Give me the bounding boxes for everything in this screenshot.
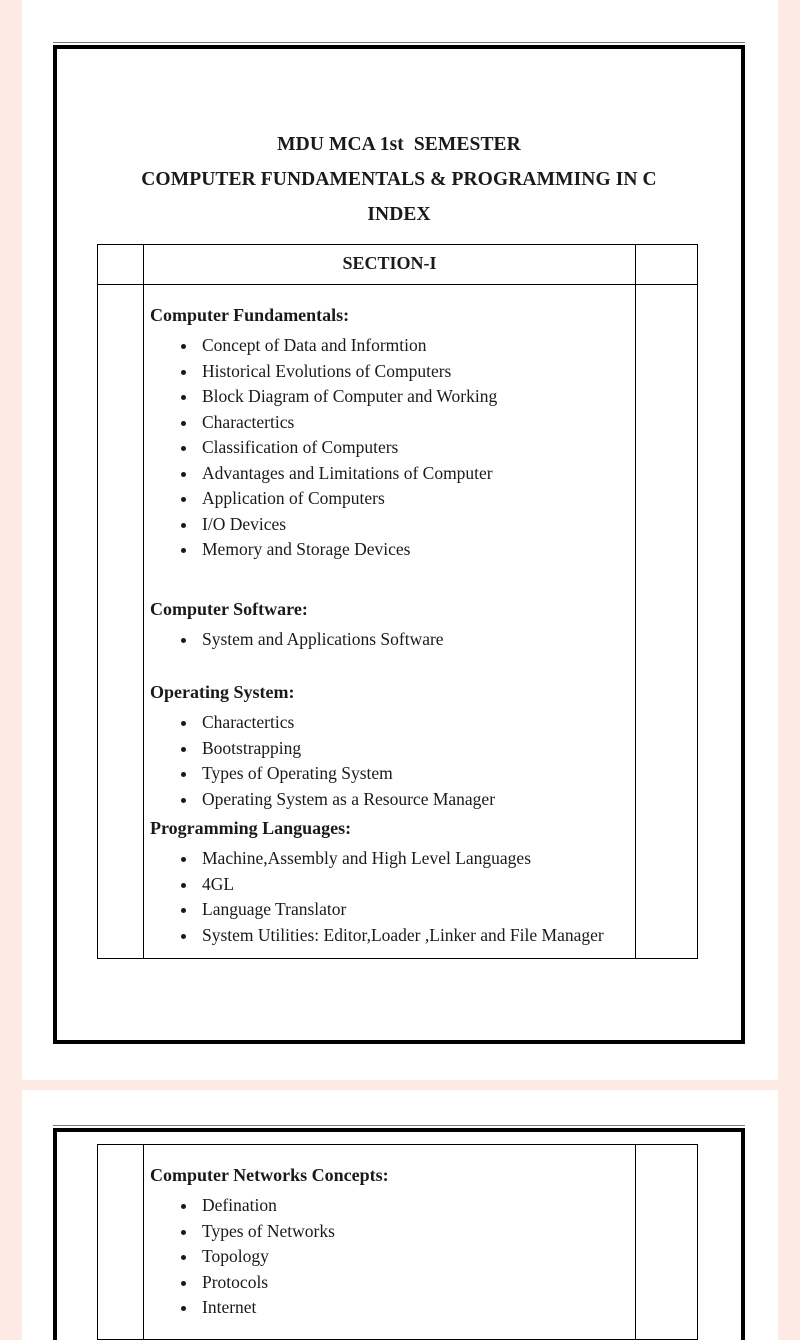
list-item: • Internet bbox=[198, 1295, 629, 1321]
list-item: • Defination bbox=[198, 1193, 629, 1219]
page-border-frame-1 bbox=[53, 45, 745, 1044]
topic-list-computer-networks bbox=[150, 1193, 629, 1321]
page-sheet-1 bbox=[22, 0, 778, 1080]
cell-left-blank-body bbox=[98, 1145, 144, 1340]
list-item: • Protocols bbox=[198, 1270, 629, 1296]
page-title-line-3: INDEX bbox=[367, 204, 431, 225]
list-item: • Operating System as a Resource Manager bbox=[198, 787, 629, 813]
page-border-frame-2 bbox=[53, 1128, 745, 1340]
content-cell-page-1 bbox=[144, 285, 636, 959]
cell-left-blank-body bbox=[98, 285, 144, 959]
list-item: • Charactertics bbox=[198, 410, 629, 436]
topic-title-programming-languages: Programming Languages: bbox=[150, 818, 352, 838]
list-item: • Topology bbox=[198, 1244, 629, 1270]
content-cell-page-2 bbox=[144, 1145, 636, 1340]
list-item: • Memory and Storage Devices bbox=[198, 537, 629, 563]
topic-title-computer-networks-concepts: Computer Networks Concepts: bbox=[150, 1165, 389, 1185]
topic-title-computer-fundamentals: Computer Fundamentals: bbox=[150, 305, 350, 325]
list-item: • Historical Evolutions of Computers bbox=[198, 359, 629, 385]
cell-right-blank-body bbox=[636, 285, 698, 959]
list-item: • Classification of Computers bbox=[198, 435, 629, 461]
list-item: • Bootstrapping bbox=[198, 736, 629, 762]
list-item: • Language Translator bbox=[198, 897, 629, 923]
list-item: • System and Applications Software bbox=[198, 627, 629, 653]
index-table-page-2 bbox=[97, 1144, 698, 1340]
list-item: • Charactertics bbox=[198, 710, 629, 736]
topic-list-computer-software bbox=[150, 627, 629, 653]
cell-right-blank-body bbox=[636, 1145, 698, 1340]
list-item: • Block Diagram of Computer and Working bbox=[198, 384, 629, 410]
page-frame-hairline bbox=[53, 42, 745, 43]
topic-list-computer-fundamentals bbox=[150, 333, 629, 563]
table-row-content bbox=[98, 285, 698, 959]
index-table-page-1 bbox=[97, 244, 698, 959]
topic-title-computer-software: Computer Software: bbox=[150, 598, 308, 619]
cell-left-blank bbox=[98, 245, 144, 285]
topic-list-operating-system bbox=[150, 710, 629, 812]
table-row-content bbox=[98, 1145, 698, 1340]
page-title-line-1: MDU MCA 1st SEMESTER bbox=[277, 134, 521, 155]
cell-right-blank bbox=[636, 245, 698, 285]
list-item: • Types of Operating System bbox=[198, 761, 629, 787]
list-item: • I/O Devices bbox=[198, 512, 629, 538]
list-item: • Types of Networks bbox=[198, 1219, 629, 1245]
table-row-section-header bbox=[98, 245, 698, 285]
list-item: • System Utilities: Editor,Loader ,Linker and File Manager bbox=[198, 923, 629, 949]
block-spacer bbox=[150, 662, 629, 672]
section-header-cell: SECTION-I bbox=[144, 245, 636, 285]
list-item: • Application of Computers bbox=[198, 486, 629, 512]
page-frame-hairline bbox=[53, 1125, 745, 1126]
topic-title-operating-system: Operating System: bbox=[150, 682, 295, 702]
page-sheet-2 bbox=[22, 1090, 778, 1340]
topic-list-programming-languages bbox=[150, 846, 629, 948]
page-title-line-2: COMPUTER FUNDAMENTALS & PROGRAMMING IN C bbox=[141, 169, 657, 190]
list-item: • 4GL bbox=[198, 872, 629, 898]
list-item: • Machine,Assembly and High Level Languages bbox=[198, 846, 629, 872]
list-item: • Advantages and Limitations of Computer bbox=[198, 461, 629, 487]
list-item: • Concept of Data and Informtion bbox=[198, 333, 629, 359]
